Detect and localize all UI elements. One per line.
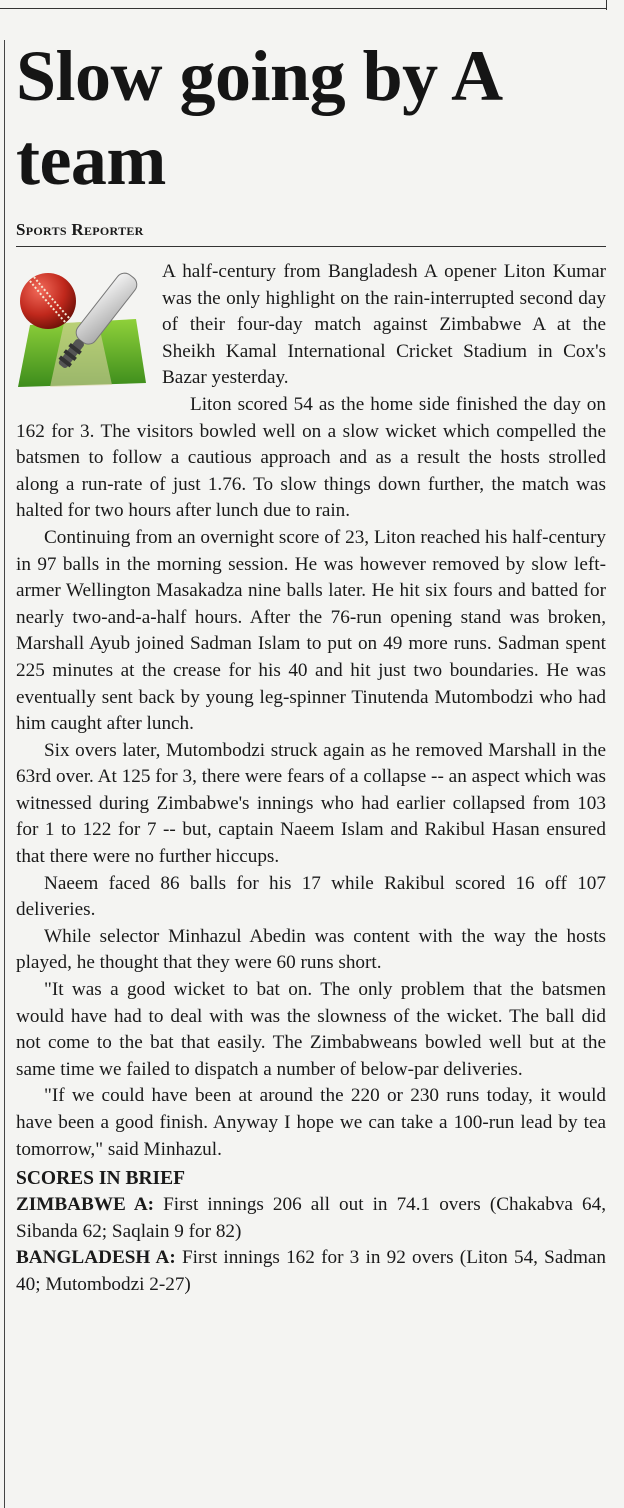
paragraph: Liton scored 54 as the home side finished the day on 162 for 3. The visitors bowled well on a slow wicket which compelled the batsmen to follow a cautious approach and as a result the hosts strolled along a run-rate of just 1.76. To slow things down further, the match was halted for two hours after lunch due to rain. [16,393,606,522]
paragraph: "It was a good wicket to bat on. The only problem that the batsmen would have had to deal with was the slowness of the wicket. The ball did not come to the bat that easily. The Zimbabweans bowled well but at the same time we failed to dispatch a number of below-par deliveries. [16,979,606,1080]
paragraph: "If we could have been at around the 220 or 230 runs today, it would have been a good finish. Anyway I hope we can take a 100-run lead by tea tomorrow," said Minhazul. [16,1085,606,1160]
paragraph: Six overs later, Mutombodzi struck again as he removed Marshall in the 63rd over. At 125 for 3, there were fears of a collapse -- an aspect which was witnessed during Zimbabwe's innings who had earlier collapsed from 103 for 1 to 122 for 7 -- but, captain Naeem Islam and Rakibul Hasan ensured that there were no further hiccups. [16,739,606,868]
score-text: First innings 206 all out in 74.1 overs (Chakabva 64, Sibanda 62; Saqlain 9 for 82) [16,1194,606,1242]
scores-heading: SCORES IN BRIEF [16,1168,186,1190]
byline: Sports Reporter [16,220,606,247]
paragraph: Naeem faced 86 balls for his 17 while Rakibul scored 16 off 107 deliveries. [16,872,606,921]
team-name: BANGLADESH A: [16,1247,176,1269]
team-name: ZIMBABWE A: [16,1194,155,1216]
score-text: First innings 162 for 3 in 92 overs (Liton 54, Sadman 40; Mutombodzi 2-27) [16,1247,607,1295]
score-line-zimbabwe [16,1192,606,1245]
headline: Slow going by A team [16,36,499,200]
article-body [16,259,606,1299]
paragraph: Continuing from an overnight score of 23, Liton reached his half-century in 97 balls in the morning session. He was however removed by slow left-armer Wellington Masakadza nine balls later. He hit six fours and batted for nearly two-and-a-half hours. After the 76-run opening stand was broken, Marshall Ayub joined Sadman Islam to put on 49 more runs. Sadman spent 225 minutes at the crease for his 40 and hit just two boundaries. He was eventually sent back by young leg-spinner Tinutenda Mutombodzi who had him caught after lunch. [16,526,606,735]
paragraph: A half-century from Bangladesh A opener Liton Kumar was the only highlight on the rain-interrupted second day of their four-day match against Zimbabwe A at the Sheikh Kamal International Cricket Stadium in Cox's Bazar yesterday. [162,261,606,389]
paragraph: While selector Minhazul Abedin was content with the way the hosts played, he thought that they were 60 runs short. [16,925,606,974]
right-rule [606,0,607,10]
article [16,34,606,1299]
score-line-bangladesh [16,1245,606,1298]
scores-in-brief [16,1166,606,1298]
top-rule [0,8,606,9]
column-rule [4,40,5,1508]
cricket-ball-bat-pitch-icon [16,261,148,391]
